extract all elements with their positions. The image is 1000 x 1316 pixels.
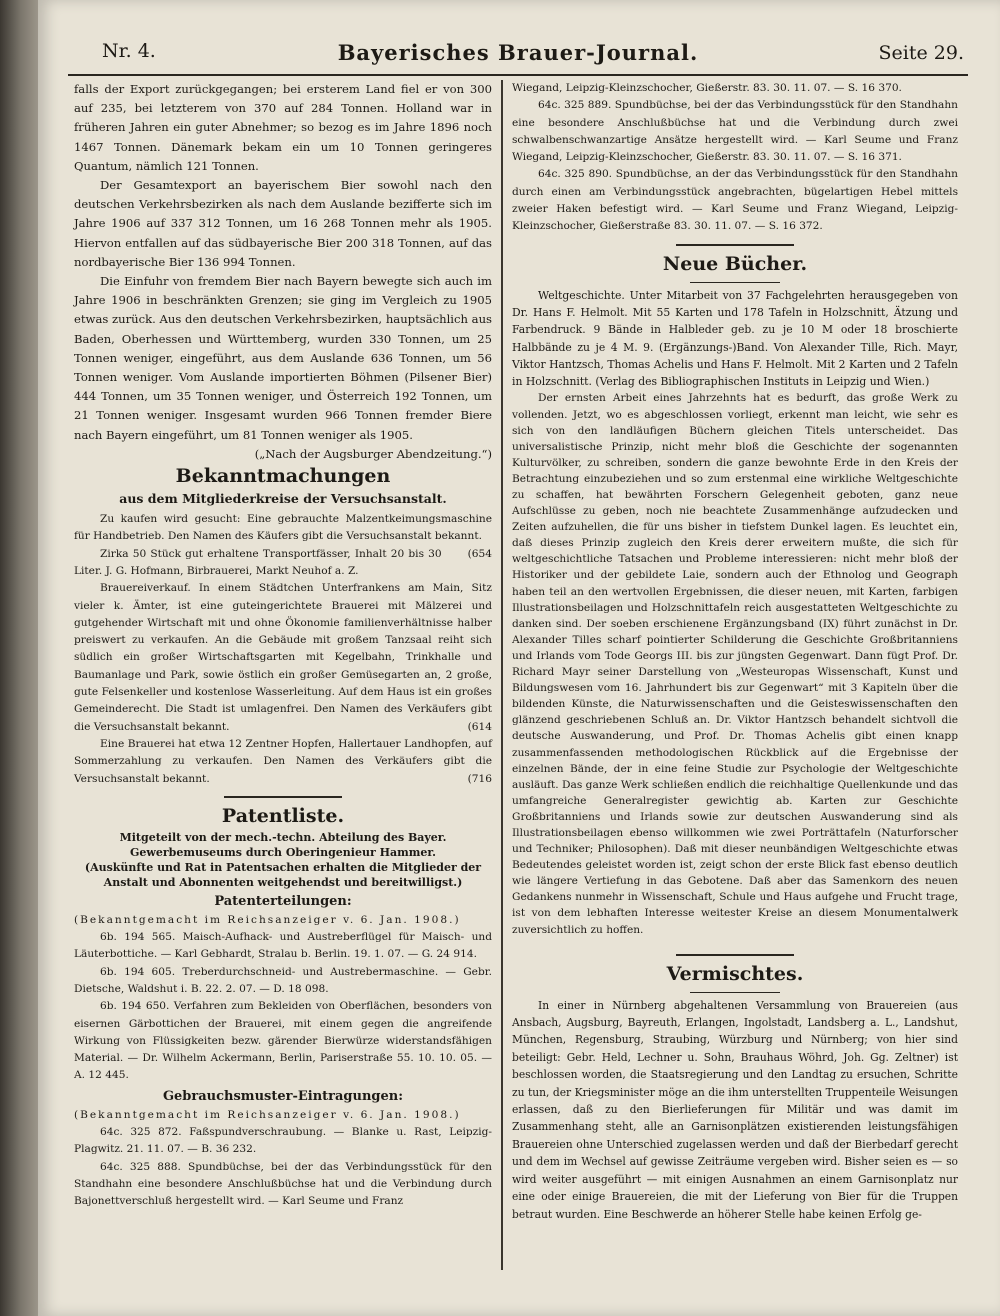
binding-edge xyxy=(0,0,38,1316)
announcement-item xyxy=(74,580,492,736)
announcement-item: Zirka 50 Stück gut erhaltene Transportfässer, Inhalt 20 bis 30 Liter. J. G. Hofmann, Birbrauerei, Markt Neuhof a. Z. xyxy=(74,547,442,577)
book-citation: Weltgeschichte. Unter Mitarbeit von 37 Fachgelehrten herausgegeben von Dr. Hans F. Helmolt. Mit 55 Karten und 178 Tafeln in Holzschnitt, Ätzung und Farbendruck. 9 Bände in Halbleder geb. zu je 10 M oder 18 broschierte Halbbände zu je 4 M. 9. (Ergänzungs-)Band. Von Alexander Tille, Rich. Mayr, Viktor Hantzsch, Thomas Achelis und Hans F. Helmolt. Mit 2 Karten und 2 Tafeln in Holzschnitt. (Verlag des Bibliographischen Instituts in Leipzig und Wien.) xyxy=(512,288,958,389)
einfuhr-text: Die Einfuhr von fremdem Bier nach Bayern bewegte sich auch im Jahre 1906 in beschränkten Grenzen; sie ging im Vergleich zu 1905 etwas zurück. Aus den deutschen Verkehrsbezirken, hauptsächlich aus Baden, Oberhessen und Württemberg, wurden 330 Tonnen, um 25 Tonnen weniger, eingeführt, aus dem Auslande 636 Tonnen, um 56 Tonnen weniger. Vom Auslande importierten Böhmen (Pilsener Bier) 444 Tonnen, um 35 Tonnen weniger, und Österreich 192 Tonnen, um 21 Tonnen weniger. Insgesamt wurden 966 Tonnen fremder Biere nach Bayern eingeführt, um 81 Tonnen weniger als 1905. xyxy=(74,274,492,442)
section-rule xyxy=(690,282,780,283)
vermischtes-paragraph: In einer in Nürnberg abgehaltenen Versammlung von Brauereien (aus Ansbach, Augsburg, Bayreuth, Erlangen, Ingolstadt, Landsberg a. L., Landshut, München, Regensburg, Straubing, Würzburg und Nürnberg; von hier sind beteiligt: Gebr. Held, Lechner u. Sohn, Brauhaus Wöhrd, Joh. Gg. Zeltner) ist beschlossen worden, die Staatsregierung und den Landtag zu ersuchen, Schritte zu tun, der Kriegsminister möge an die ihm unterstellten Truppenteile Weisungen erlassen, daß zu den Bierlieferungen für Militär und was damit im Zusammenhang steht, alle an Garnisonplätzen existierenden leistungsfähigen Brauereien ohne Unterschied zugelassen werden und daß der Bierbedarf gerecht und dem im Wechsel auf gewisse Zeiträume vergeben wird. Bisher seien es — so wird weiter ausgeführt — mit einigen Ausnahmen an einem Garnisonplatz nur eine oder einige Brauereien, die mit der Lieferung von Bier für die Truppen betraut wurden. Eine Beschwerde an höherer Stelle habe keinen Erfolg ge- xyxy=(512,998,958,1221)
einfuhr-paragraph xyxy=(74,272,492,461)
export-paragraph: falls der Export zurückgegangen; bei ersterem Land fiel er von 300 auf 235, bei letzterem von 370 auf 284 Tonnen. Holland war in früheren Jahren ein guter Abnehmer; so bezog es im Jahre 1896 noch 1467 Tonnen. Dänemark bekam ein um 10 Tonnen geringeres Quantum, nämlich 121 Tonnen. xyxy=(74,82,492,173)
source-note: („Nach der Augsburger Abendzeitung.“) xyxy=(254,446,492,461)
section-rule xyxy=(690,992,780,993)
column-divider xyxy=(501,80,503,1270)
gesamtexport-paragraph: Der Gesamtexport an bayerischem Bier sowohl nach den deutschen Verkehrsbezirken als nach dem Auslande bezifferte sich im Jahre 1906 auf 337 312 Tonnen, um 16 268 Tonnen mehr als 1905. Hiervon entfallen auf das südbayerische Bier 200 318 Tonnen, auf das nordbayerische Bier 136 994 Tonnen. xyxy=(74,178,492,269)
gebrauchsmuster-list xyxy=(74,1107,492,1211)
book-review: Der ernsten Arbeit eines Jahrzehnts hat es bedurft, das große Werk zu vollenden. Jetzt, wo es abgeschlossen vorliegt, erkennt man leicht, wie sehr es sich von den landläufigen Büchern gleichen Titels unterscheidet. Das universalistische Prinzip, nicht mehr bloß die Geschichte der sogenannten Kulturvölker, zu schreiben, sondern die ganze bewohnte Erde in den Kreis der Betrachtung einzubeziehen und so zum erstenmal eine wirkliche Weltgeschichte zu schaffen, hat bewährten Forschern Gelegenheit geboten, ganz neue Aufschlüsse zu geben, noch nie beachtete Zusammenhänge aufzudecken und Zeiten aufzuhellen, die für uns bisher in tiefstem Dunkel lagen. Es leuchtet ein, daß dieses Prinzip zugleich den Kreis derer erweitern mußte, die sich für weltgeschichtliche Tatsachen und Probleme interessieren: nicht mehr bloß der Historiker und der gebildete Laie, sondern auch der Ethnolog und Geograph haben teil an den wertvollen Ergebnissen, die dieser neuen, mit Karten, farbigen Illustrationsbeilagen und Holzschnittafeln reich ausgestatteten Weltgeschichte zu danken sind. Der soeben erschienene Ergänzungsband (IX) führt zunächst in Dr. Alexander Tilles scharf pointierter Schilderung die Geschichte Großbritanniens und Irlands vom Tode Georgs III. bis zur jüngsten Gegenwart. Dann fügt Prof. Dr. Richard Mayr seiner Darstellung von „Westeuropas Wissenschaft, Kunst und Bildungswesen vom 16. Jahrhundert bis zur Gegenwart“ mit 3 Kapiteln über die bildenden Künste, die Naturwissenschaften und die Geisteswissenschaften den glänzend geschriebenen Schluß an. Dr. Viktor Hantzsch behandelt sichtvoll die deutsche Auswanderung, und Prof. Dr. Thomas Achelis gibt einen knapp zusammenfassenden methodologischen Rückblick auf die Ergebnisse der einzelnen Bände, der in eine feine Studie zur Psychologie der Weltgeschichte ausläuft. Das ganze Werk schließen endlich die reichhaltige Quellenkunde und das umfangreiche Generalregister gewichtig ab. Karten zur Geschichte Großbritanniens und Irlands sowie zur deutschen Auswanderung sind als Illustrationsbeilagen ebenso willkommen wie zwei Porträttafeln (Naturforscher und Techniker; Philosophen). Daß mit dieser neunbändigen Weltgeschichte etwas Bedeutendes geleistet worden ist, zeigt schon der erste Blick fast ebenso deutlich wie längere Vertiefung in das Gebotene. Daß aber das Samenkorn des neuen Gedankens nunmehr in Wissenschaft, Schule und Haus aufgehe und Frucht trage, ist von dem lebhaften Interesse weitester Kreise an diesem Monumentalwerk zuversichtlich zu hoffen. xyxy=(512,392,958,936)
announcement-text: Eine Brauerei hat etwa 12 Zentner Hopfen, Hallertauer Landhopfen, auf Sommerzahlung zu verkaufen. Den Namen des Verkäufers gibt die Versuchsanstalt bekannt. xyxy=(74,737,492,785)
gebrauchsmuster-heading: Gebrauchsmuster-Eintragungen: xyxy=(162,1088,404,1104)
issue-number: Nr. 4. xyxy=(102,40,156,62)
announcement-text: Brauereiverkauf. In einem Städtchen Unterfrankens am Main, Sitz vieler k. Ämter, ist eine guteingerichtete Brauerei mit Mälzerei und gutgehender Wirtschaft mit und ohne Ökonomie familienverhältnisse halber preiswert zu verkaufen. An die Gebäude mit großem Tanzsaal reiht sich südlich ein großer Wirtschaftsgarten mit Kegelbahn, Trinkhalle und Baumanlage und Park, sowie östlich ein großer Gemüsegarten an, 2 große, gute Felsenkeller und kostenlose Wasserleitung. Auf dem Haus ist ein großes Gemeinderecht. Die Stadt ist umlagenfrei. Den Namen des Verkäufers gibt die Versuchsanstalt bekannt. xyxy=(74,582,492,733)
patent-item: 6b. 194 565. Maisch-Aufhack- und Austreberflügel für Maisch- und Läuterbottiche. — Karl Gebhardt, Stralau b. Berlin. 19. 1. 07. — G. 24 914. xyxy=(74,931,492,961)
announcement-ref: (614 xyxy=(467,720,492,733)
gebrauchsmuster-item: 64c. 325 890. Spundbüchse, an der das Verbindungsstück für den Standhahn durch einen am Verbindungsstück angebrachten, bügelartigen Hebel mittels zweier Haken befestigt wird. — Karl Seume und Franz Wiegand, Leipzig-Kleinzschocher, Gießerstraße 83. 30. 11. 07. — S. 16 372. xyxy=(512,168,958,233)
gebrauchsmuster-item: 64c. 325 888. Spundbüchse, bei der das Verbindungsstück für den Standhahn eine besondere Anschlußbüchse hat und die Verbindung durch Bajonettverschluß hergestellt wird. — Karl Seume und Franz xyxy=(74,1160,492,1208)
bekanntmachungen-subheading: aus dem Mitgliederkreise der Versuchsanstalt. xyxy=(119,491,447,507)
gebrauchsmuster-source: (Bekanntgemacht im Reichsanzeiger v. 6. Jan. 1908.) xyxy=(74,1108,461,1121)
patent-list xyxy=(74,912,492,1085)
announcement-item xyxy=(74,511,492,560)
announcement-ref: (654 xyxy=(467,547,492,560)
neue-buecher-heading: Neue Bücher. xyxy=(662,252,808,275)
announcement-ref: (716 xyxy=(467,772,492,785)
patent-item: 6b. 194 605. Treberdurchschneid- und Austrebermaschine. — Gebr. Dietsche, Waldshut i. B. 22. 2. 07. — D. 18 098. xyxy=(74,965,492,995)
gebrauchsmuster-item: 64c. 325 872. Faßspundverschraubung. — Blanke u. Rast, Leipzig-Plagwitz. 21. 11. 07. — B. 36 232. xyxy=(74,1126,492,1156)
announcement-item xyxy=(74,736,492,788)
right-column xyxy=(512,80,958,1223)
newspaper-page xyxy=(38,0,1000,1316)
section-rule xyxy=(224,796,342,798)
announcement-text: Zu kaufen wird gesucht: Eine gebrauchte Malzentkeimungsmaschine für Handbetrieb. Den Namen des Käufers gibt die Versuchsanstalt bekannt. xyxy=(74,513,492,543)
page-number: Seite 29. xyxy=(878,42,964,64)
section-rule xyxy=(676,244,794,246)
bekanntmachungen-heading: Bekanntmachungen xyxy=(175,465,391,488)
gebrauchsmuster-item: Wiegand, Leipzig-Kleinzschocher, Gießerstr. 83. 30. 11. 07. — S. 16 370. xyxy=(512,82,902,94)
patentliste-note: (Auskünfte und Rat in Patentsachen erhalten die Mitglieder der Anstalt und Abonnenten weitgehendst und bereitwilligst.) xyxy=(84,860,482,889)
section-rule xyxy=(676,954,794,956)
announcements xyxy=(74,511,492,788)
journal-title: Bayerisches Brauer-Journal. xyxy=(337,40,699,65)
patenterteilungen-heading: Patenterteilungen: xyxy=(214,893,352,909)
vermischtes-heading: Vermischtes. xyxy=(666,962,804,985)
patent-source: (Bekanntgemacht im Reichsanzeiger v. 6. Jan. 1908.) xyxy=(74,913,461,926)
patent-item: 6b. 194 650. Verfahren zum Bekleiden von Oberflächen, besonders von eisernen Gärbottichen der Brauerei, mit einem gegen die angreifende Wirkung von Flüssigkeiten bezw. gärender Bierwürze widerstandsfähigen Material. — Dr. Wilhelm Ackermann, Berlin, Pariserstraße 55. 10. 10. 05. — A. 12 445. xyxy=(74,1000,492,1082)
gebrauchsmuster-continued xyxy=(512,80,958,236)
patentliste-subheading: Mitgeteilt von der mech.-techn. Abteilung des Bayer. Gewerbemuseums durch Oberingenieur Hammer. xyxy=(119,830,447,859)
page-header xyxy=(68,40,968,76)
gebrauchsmuster-item: 64c. 325 889. Spundbüchse, bei der das Verbindungsstück für den Standhahn eine besondere Anschlußbüchse hat und die Verbindung durch zwei schwalbenschwanzartige Ansätze hergestellt wird. — Karl Seume und Franz Wiegand, Leipzig-Kleinzschocher, Gießerstr. 83. 30. 11. 07. — S. 16 371. xyxy=(512,99,958,164)
patentliste-heading: Patentliste. xyxy=(221,804,345,827)
left-column xyxy=(74,80,492,1211)
